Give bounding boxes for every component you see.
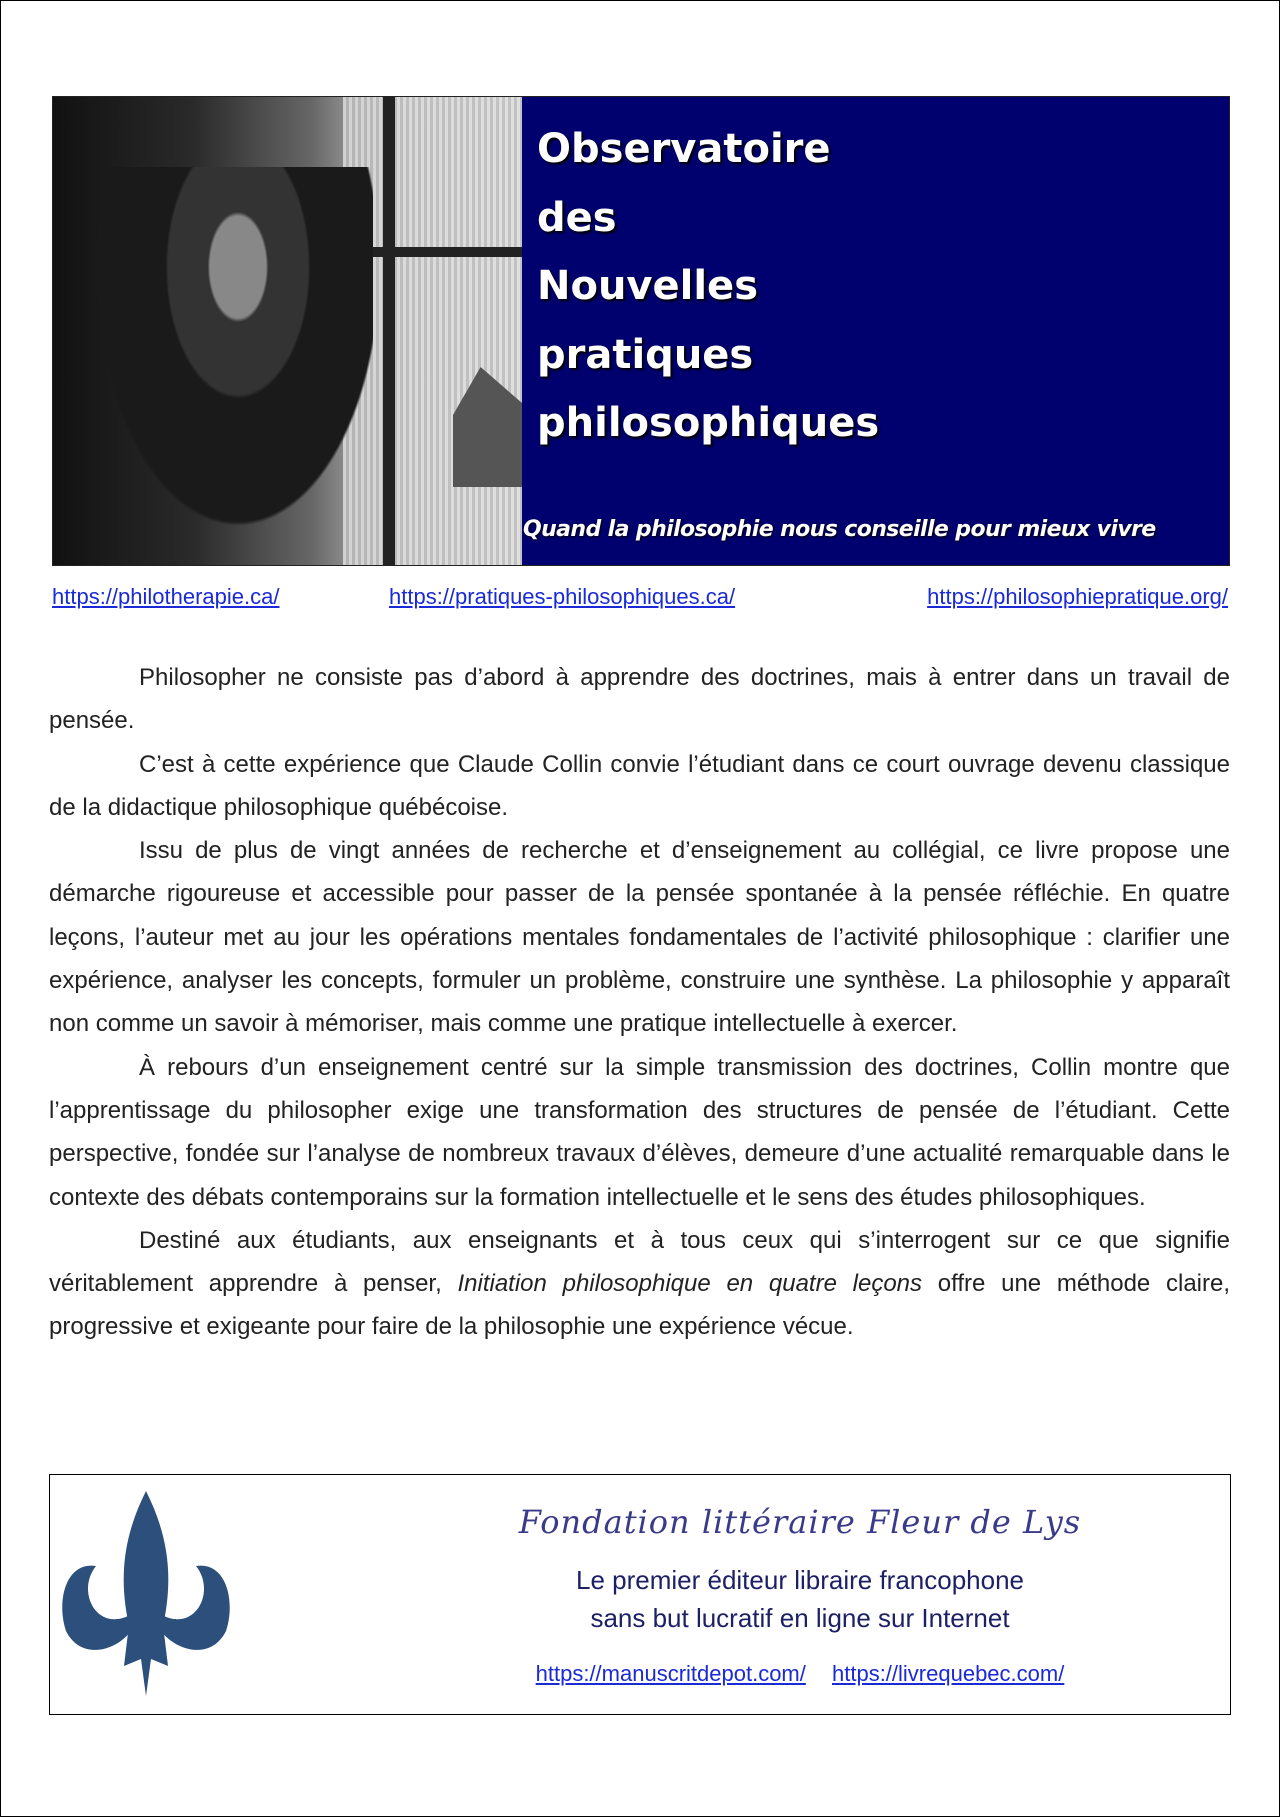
paragraph: À rebours d’un enseignement centré sur la simple transmission des doctrines, Collin montre que l’apprentissage du philosopher exige une transformation des structures de pensée de l’étudiant. Cette perspective, fondée sur l’analyse de nombreux travaux d’élèves, demeure d’une actualité remarquable dans le contexte des débats contemporains sur la formation intellectuelle et le sens des études philosophiques.: [49, 1053, 1230, 1211]
banner-illustration: [53, 97, 522, 565]
fleur-de-lys-icon: [56, 1491, 236, 1701]
link-manuscritdepot[interactable]: https://manuscritdepot.com/: [535, 1661, 806, 1686]
text-run: offre une méthode claire, progressive et exigeante pour faire de la philosophie une expérience vécue.: [49, 1270, 1231, 1341]
paragraph: Issu de plus de vingt années de recherche et d’enseignement au collégial, ce livre propose une démarche rigoureuse et accessible pour passer de la pensée spontanée à la pensée réfléchie. En quatre leçons, l’auteur met au jour les opérations mentales fondamentales de l’activité philosophique : clarifier une expérience, analyser les concepts, formuler un problème, construire une synthèse. La philosophie y apparaît non comme un savoir à mémoriser, mais comme une pratique intellectuelle à exercer.: [49, 837, 1230, 1038]
description-text: [49, 656, 1230, 1349]
publisher-slogan-line2: sans but lucratif en ligne sur Internet: [590, 1603, 1010, 1633]
paragraph: C’est à cette expérience que Claude Collin convie l’étudiant dans ce court ouvrage devenu classique de la didactique philosophique québécoise.: [49, 750, 1230, 821]
title-line: Observatoire: [537, 126, 831, 172]
banner-title: [537, 115, 879, 458]
site-links: [52, 584, 1228, 614]
publisher-slogan-line1: Le premier éditeur libraire francophone: [575, 1565, 1025, 1595]
title-line: pratiques: [537, 331, 754, 378]
title-line: des: [537, 194, 617, 241]
link-philosophiepratique[interactable]: https://philosophiepratique.org/: [927, 584, 1228, 609]
paragraph: [49, 1219, 1230, 1349]
banner-tagline: Quand la philosophie nous conseille pour mieux vivre: [523, 517, 1156, 542]
book-title: Initiation philosophique en quatre leçons: [457, 1270, 923, 1298]
title-line: Nouvelles: [537, 263, 758, 309]
title-line: philosophiques: [537, 400, 880, 446]
publisher-links: [430, 1661, 1170, 1687]
header-banner: [52, 96, 1230, 566]
paragraph: Philosopher ne consiste pas d’abord à apprendre des doctrines, mais à entrer dans un travail de pensée.: [49, 664, 1230, 735]
publisher-name: Fondation littéraire Fleur de Lys: [518, 1503, 1082, 1541]
text-run: Destiné aux étudiants, aux enseignants et à tous ceux qui s’interrogent sur ce que signifie véritablement apprendre à penser,: [49, 1226, 1230, 1298]
publisher-footer: [49, 1474, 1231, 1715]
link-philotherapie[interactable]: https://philotherapie.ca/: [52, 584, 280, 609]
link-pratiques-philosophiques[interactable]: https://pratiques-philosophiques.ca/: [389, 584, 736, 609]
link-livrequebec[interactable]: https://livrequebec.com/: [832, 1661, 1065, 1686]
